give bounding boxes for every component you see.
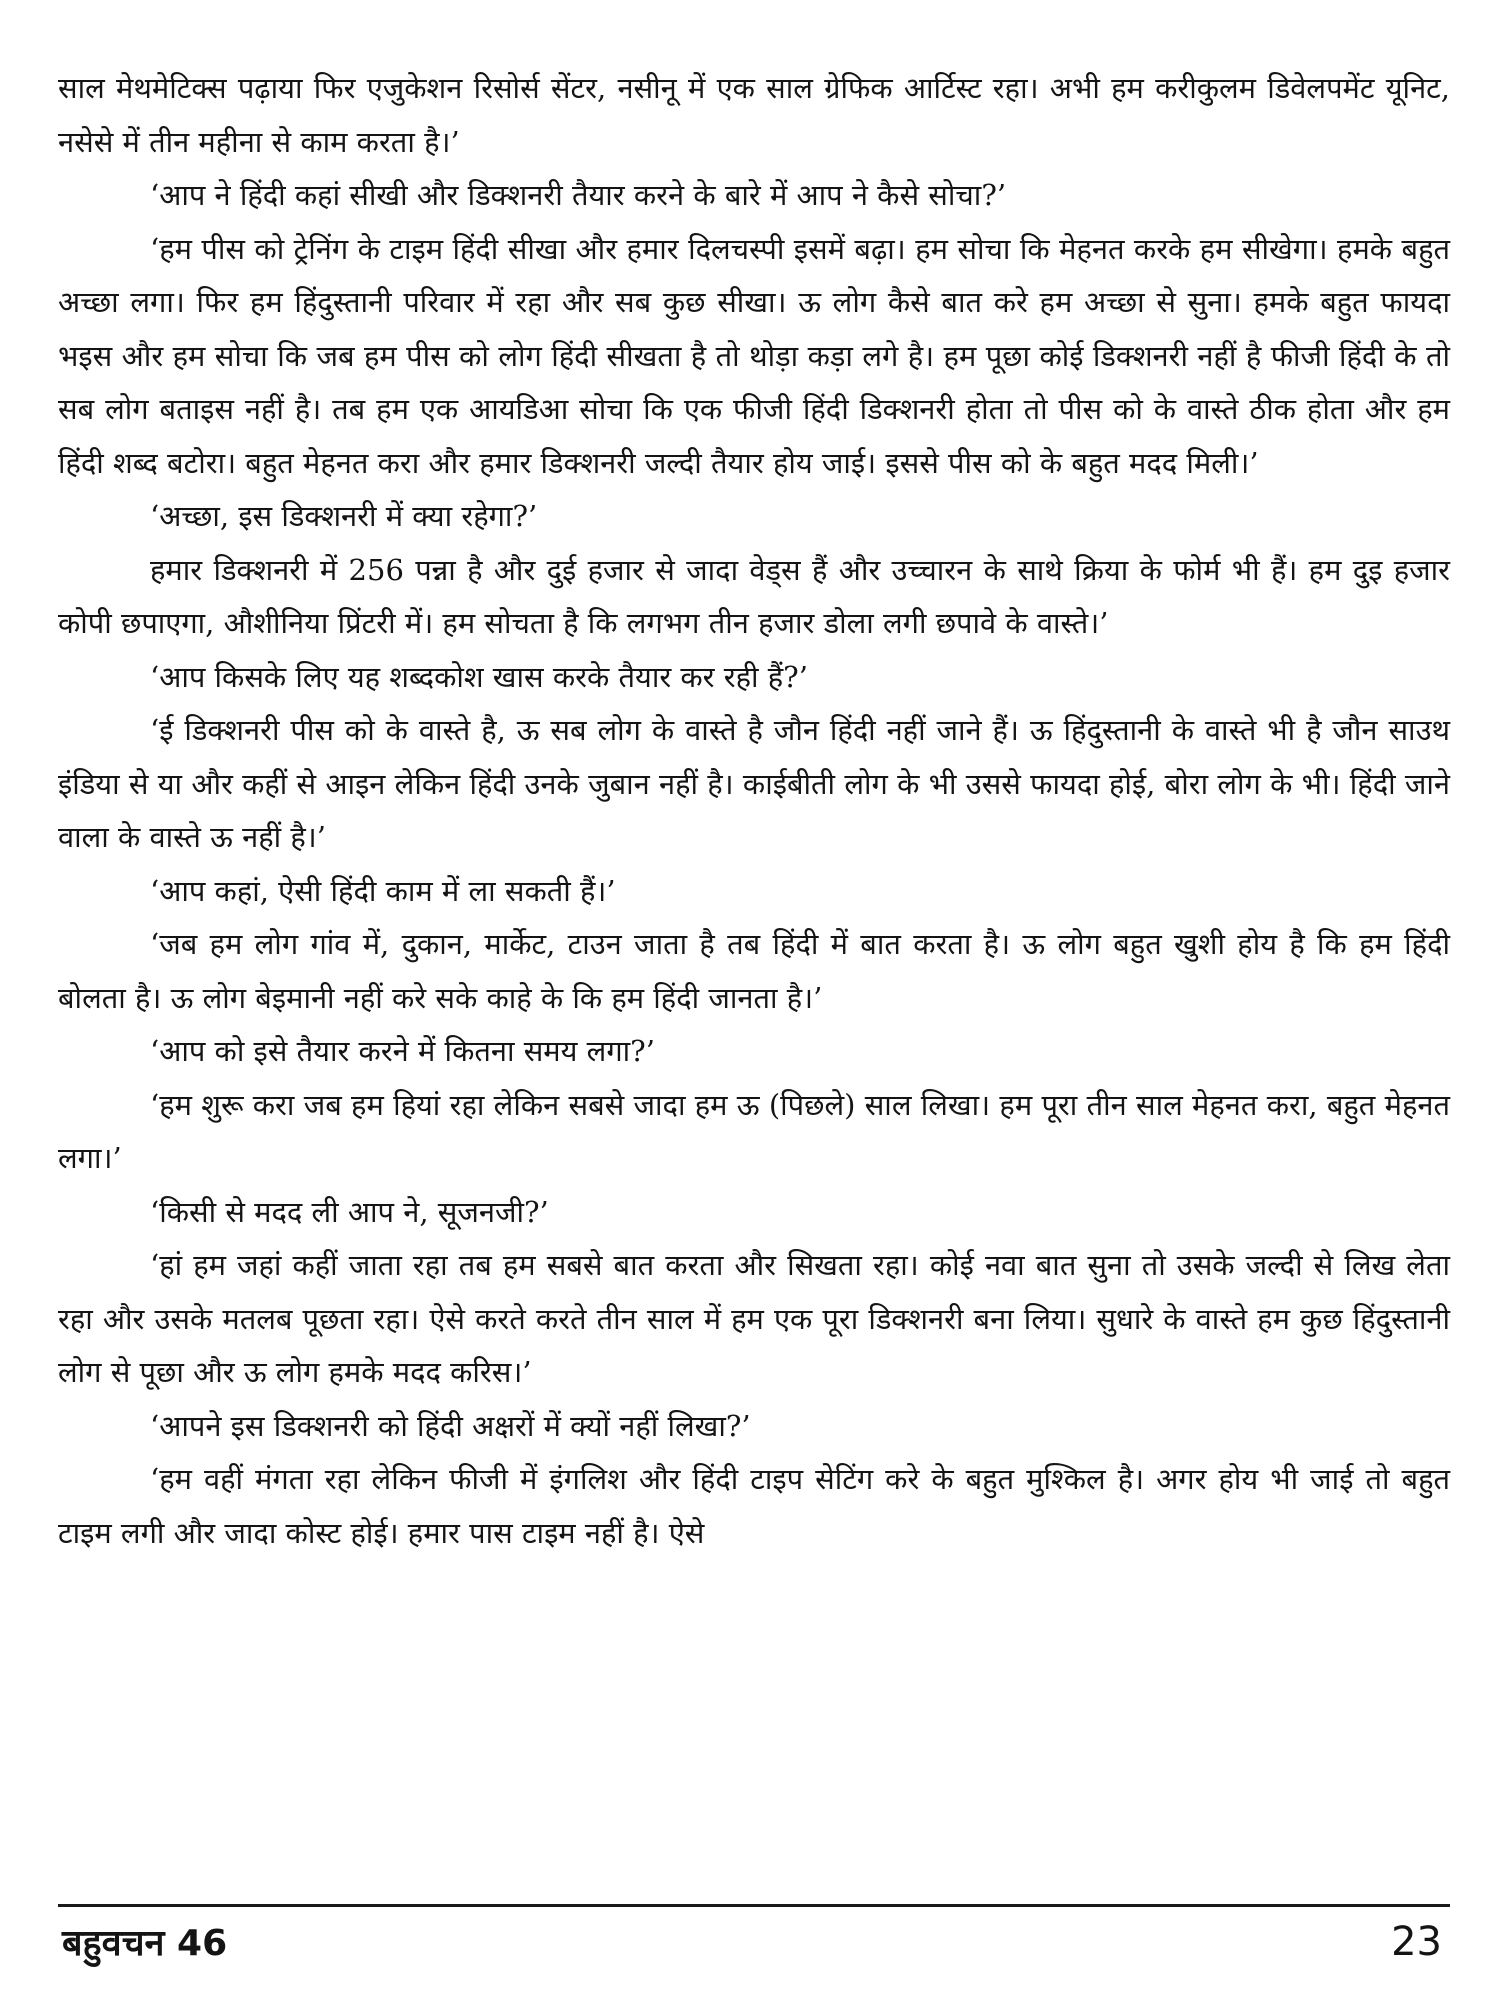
article-body [58, 62, 1450, 1560]
paragraph-10: ‘आप को इसे तैयार करने में कितना समय लगा?’ [150, 1034, 655, 1068]
paragraph-15: ‘हम वहीं मंगता रहा लेकिन फीजी में इंगलिश और हिंदी टाइप सेटिंग करे के बहुत मुश्किल है। अगर होय भी जाई तो बहुत टाइम लगी और जादा कोस्ट होई। हमार पास टाइम नहीं है। ऐसे [58, 1462, 1450, 1550]
journal-name: बहुवचन 46 [62, 1923, 228, 1964]
page-number: 23 [1391, 1919, 1442, 1965]
footer-divider [58, 1904, 1450, 1907]
paragraph-6: ‘आप किसके लिए यह शब्दकोश खास करके तैयार कर रही हैं?’ [150, 659, 808, 694]
paragraph-7: ‘ई डिक्शनरी पीस को के वास्ते है, ऊ सब लोग के वास्ते है जौन हिंदी नहीं जाने हैं। ऊ हिंदुस्तानी के वास्ते भी है जौन साउथ इंडिया से या और कहीं से आइन लेकिन हिंदी उनके जुबान नहीं है। काईबीती लोग के भी उससे फायदा होई, बोरा लोग के भी। हिंदी जाने वाला के वास्ते ऊ नहीं है।’ [58, 713, 1450, 854]
paragraph-14: ‘आपने इस डिक्शनरी को हिंदी अक्षरों में क्यों नहीं लिखा?’ [150, 1408, 751, 1443]
paragraph-12: ‘किसी से मदद ली आप ने, सूजनजी?’ [150, 1194, 549, 1229]
paragraph-4: ‘अच्छा, इस डिक्शनरी में क्या रहेगा?’ [150, 499, 538, 533]
paragraph-9: ‘जब हम लोग गांव में, दुकान, मार्केट, टाउन जाता है तब हिंदी में बात करता है। ऊ लोग बहुत खुशी होय है कि हम हिंदी बोलता है। ऊ लोग बेइमानी नहीं करे सके काहे के कि हम हिंदी जानता है।’ [58, 927, 1450, 1015]
paragraph-3: ‘हम पीस को ट्रेनिंग के टाइम हिंदी सीखा और हमार दिलचस्पी इसमें बढ़ा। हम सोचा कि मेहनत करके हम सीखेगा। हमके बहुत अच्छा लगा। फिर हम हिंदुस्तानी परिवार में रहा और सब कुछ सीखा। ऊ लोग कैसे बात करे हम अच्छा से सुना। हमके बहुत फायदा भइस और हम सोचा कि जब हम पीस को लोग हिंदी सीखता है तो थोड़ा कड़ा लगे है। हम पूछा कोई डिक्शनरी नहीं है फीजी हिंदी के तो सब लोग बताइस नहीं है। तब हम एक आयडिआ सोचा कि एक फीजी हिंदी डिक्शनरी होता तो पीस को के वास्ते ठीक होता और हम हिंदी शब्द बटोरा। बहुत मेहनत करा और हमार डिक्शनरी जल्दी तैयार होय जाई। इससे पीस को के बहुत मदद मिली।’ [58, 231, 1450, 480]
paragraph-8: ‘आप कहां, ऐसी हिंदी काम में ला सकती हैं।’ [150, 873, 616, 908]
paragraph-13: ‘हां हम जहां कहीं जाता रहा तब हम सबसे बात करता और सिखता रहा। कोई नवा बात सुना तो उसके जल्दी से लिख लेता रहा और उसके मतलब पूछता रहा। ऐसे करते करते तीन साल में हम एक पूरा डिक्शनरी बना लिया। सुधारे के वास्ते हम कुछ हिंदुस्तानी लोग से पूछा और ऊ लोग हमके मदद करिस।’ [58, 1248, 1450, 1389]
paragraph-2: ‘आप ने हिंदी कहां सीखी और डिक्शनरी तैयार करने के बारे में आप ने कैसे सोचा?’ [150, 178, 1007, 212]
paragraph-1: साल मेथमेटिक्स पढ़ाया फिर एजुकेशन रिसोर्स सेंटर, नसीनू में एक साल ग्रेफिक आर्टिस्ट रहा। अभी हम करीकुलम डिवेलपमेंट यूनिट, नसेसे में तीन महीना से काम करता है।’ [58, 71, 1450, 159]
paragraph-11: ‘हम शुरू करा जब हम हियां रहा लेकिन सबसे जादा हम ऊ (पिछले) साल लिखा। हम पूरा तीन साल मेहनत करा, बहुत मेहनत लगा।’ [58, 1087, 1450, 1175]
paragraph-5: हमार डिक्शनरी में 256 पन्ना है और दुई हजार से जादा वेड्स हैं और उच्चारन के साथे क्रिया के फोर्म भी हैं। हम दुइ हजार कोपी छपाएगा, औशीनिया प्रिंटरी में। हम सोचता है कि लगभग तीन हजार डोला लगी छपावे के वास्ते।’ [58, 552, 1450, 640]
